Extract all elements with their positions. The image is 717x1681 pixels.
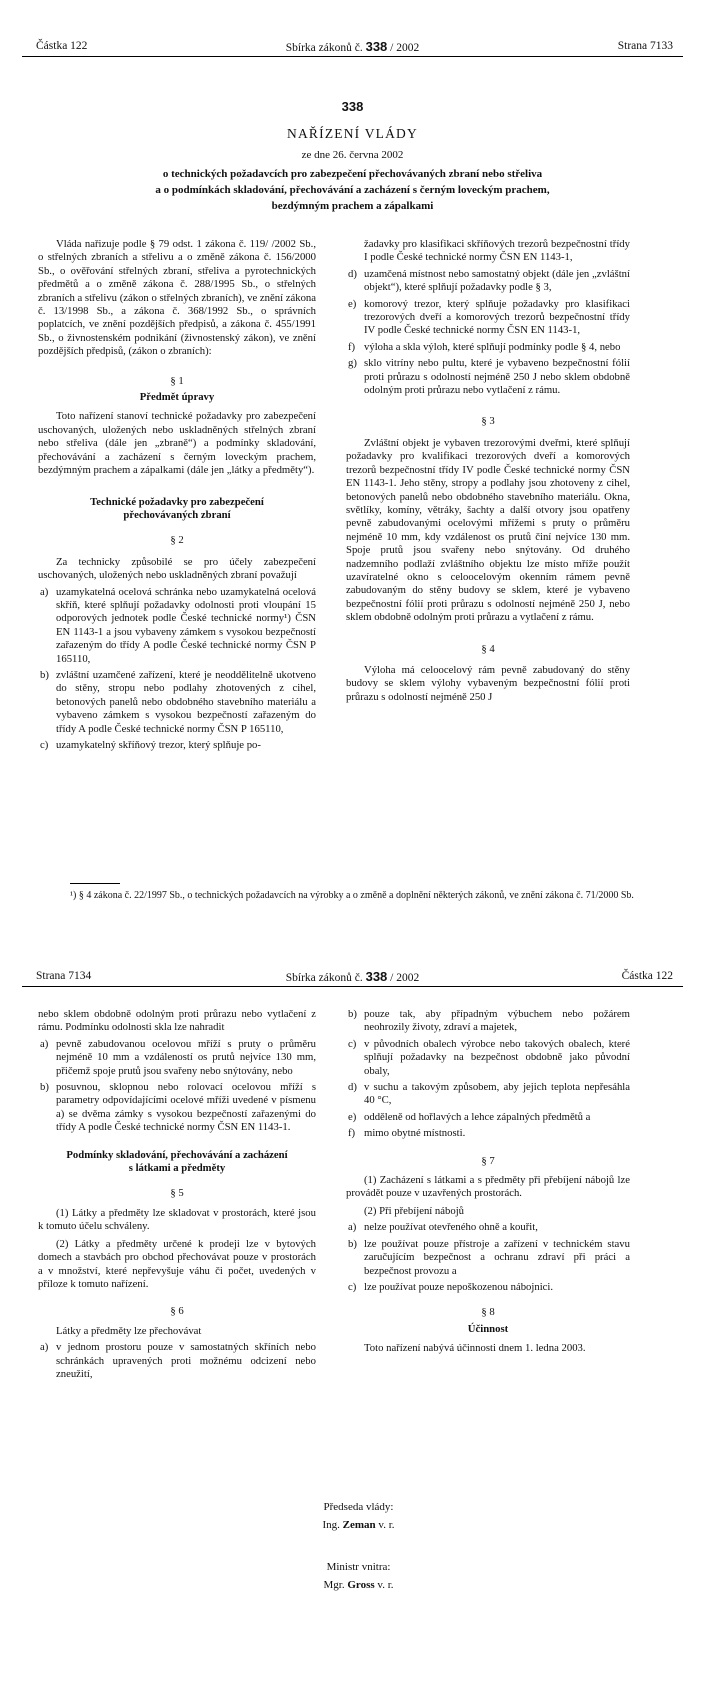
section-7-number: § 7 — [481, 1154, 495, 1167]
section-7-paragraph-1: (1) Zacházení s látkami a s předměty při přebíjení nábojů lze provádět pouze v uzavřených prostorách. — [346, 1174, 630, 1200]
section-3-number: § 3 — [481, 415, 495, 428]
header-right: Strana 7133 — [617, 40, 673, 52]
list-item: b) posuvnou, sklopnou nebo rolovací ocelovou mříží s parametry odpovídajícími ocelové mříži uvedené v písmenu a) se dvěma zámky s vysokou bezpečností zařazenými do třídy A podle České technické normy ČSN EN 1143-1. — [40, 1081, 316, 1134]
list-item: f) mimo obytné místnosti. — [348, 1127, 466, 1140]
section-2-intro: Za technicky způsobilé se pro účely zabezpečení uschovaných, uložených nebo uskladněných zbraní považují — [38, 555, 316, 582]
list-item: b) lze používat pouze přístroje a zařízení v technickém stavu zaručujícím bezpečnost a ochranu zdraví při práci a bezpečnost provozu a — [348, 1237, 630, 1277]
header-number: 338 — [365, 969, 388, 984]
running-header — [22, 34, 683, 57]
list-item: žadavky pro klasifikaci skříňových trezorů bezpečnostní třídy I podle České technické normy ČSN EN 1143-1, — [364, 238, 630, 264]
section-7-paragraph-2: (2) Při přebíjení nábojů — [364, 1204, 465, 1217]
list-item: c) lze používat pouze nepoškozenou nábojnici. — [348, 1280, 554, 1293]
list-item: a) pevně zabudovanou ocelovou mříží s pruty o průměru nejméně 10 mm a vzdáleností os prutů nejvíce 130 mm, přičemž spoje prutů jsou svařeny nebo snýtovány, nebo — [40, 1037, 316, 1077]
page-7134 — [0, 960, 717, 1681]
signature-role: Ministr vnitra: — [326, 1561, 391, 1573]
header-center: Sbírka zákonů č. 338 / 2002 — [285, 39, 420, 54]
signatory-name: Zeman — [342, 1519, 376, 1531]
section-7-list — [346, 1221, 630, 1294]
section-5-paragraph-1: (1) Látky a předměty lze skladovat v prostorách, které jsou k tomuto účelu schváleny. — [38, 1206, 316, 1233]
section-6-list-a — [38, 1341, 316, 1381]
signature-block-pm: Předseda vlády: Ing. Zeman v. r. — [0, 1500, 717, 1532]
running-header — [22, 964, 683, 987]
signatory-name: Gross — [347, 1579, 375, 1591]
left-column — [38, 1008, 316, 1384]
header-left: Strana 7134 — [36, 970, 92, 982]
section-3-text: Zvláštní objekt je vybaven trezorovými dveřmi, které splňují požadavky pro kvalifikaci trezorových dveří a komorových trezorů bezpečnostní třídy IV podle České technické normy ČSN EN 1143-1. Jeho stěny, stropy a podlahy jsou zhotoveny z cihel, betonových panelů nebo obdobného stavebního materiálu. Okna, světlíky, komíny, větráky, šachty a další otvory jsou opatřeny pevně zabudovanými ocelovými mřížemi s pruty o průměru nejméně 10 mm, kdy vzdálenost os prutů činí nejvíce 130 mm. Spoje prutů jsou svařeny nebo snýtovány. Od druhého nadzemního podlaží zvláštního objektu lze místo mříže použít uzavíratelné okno s celoocelovým okenním rámem pevně zabudovaným do stěny budovy se sklem, které je vybaveno bezpečnostní fólií proti průrazu s odolností nejméně 250 J, nebo sklem obdobně odolným proti průrazu a vytlačení z rámu. — [346, 436, 630, 624]
section-8-text: Toto nařízení nabývá účinnosti dnem 1. ledna 2003. — [364, 1342, 586, 1355]
list-item: f) výloha a skla výloh, které splňují podmínky podle § 4, nebo — [348, 340, 621, 353]
document-date: ze dne 26. června 2002 — [301, 149, 404, 161]
section-5-paragraph-2: (2) Látky a předměty určené k prodeji lze v bytových domech a stavbách pro obchod přechovávat pouze v prostorách a v množství, které nepřevyšuje váhu či počet, uvedených v příloze k tomuto nařízení. — [38, 1237, 316, 1290]
right-column — [346, 238, 630, 704]
regulation-number: 338 — [341, 99, 364, 114]
document-title: o technických požadavcích pro zabezpečení přechovávaných zbraní nebo střeliva a o podmínkách skladování, přechovávání a zacházení s černým loveckým prachem, bezdýmným prachem a zápalkami — [155, 168, 550, 212]
list-item: e) odděleně od hořlavých a lehce zápalných předmětů a — [348, 1110, 591, 1123]
section-8-title: Účinnost — [467, 1322, 509, 1335]
section-1-number: § 1 — [170, 374, 184, 387]
section-4-list — [38, 1038, 316, 1135]
section-4-number: § 4 — [481, 642, 495, 655]
section-6-intro: Látky a předměty lze přechovávat — [56, 1324, 202, 1337]
list-item: a) v jednom prostoru pouze v samostatných skříních nebo schránkách upravených proti možnému odcizení nebo zneužití, — [40, 1341, 316, 1380]
list-item: g) sklo vitríny nebo pultu, které je vybaveno bezpečnostní fólií proti průrazu s odolností nejméně 250 J nebo sklem obdobně odolným proti průrazu nebo vytlačení z rámu. — [348, 357, 630, 397]
footnote: ¹) § 4 zákona č. 22/1997 Sb., o technických požadavcích na výrobky a o změně a doplnění některých zákonů, ve znění zákona č. 71/2000 Sb. — [70, 890, 634, 901]
list-item: d) v suchu a takovým způsobem, aby jejich teplota nepřesáhla 40 °C, — [348, 1081, 630, 1107]
signature-block-minister: Ministr vnitra: Mgr. Gross v. r. — [0, 1560, 717, 1592]
section-5-number: § 5 — [170, 1187, 184, 1200]
section-2-list — [38, 586, 316, 753]
left-column — [38, 238, 316, 755]
header-right: Částka 122 — [621, 970, 673, 982]
header-left: Částka 122 — [36, 40, 88, 52]
section-1-title: Předmět úpravy — [139, 391, 215, 404]
list-item: a) nelze používat otevřeného ohně a kouřit, — [348, 1221, 538, 1234]
list-item: c) uzamykatelný skříňový trezor, který splňuje po- — [40, 739, 261, 751]
list-item: b) zvláštní uzamčené zařízení, které je neoddělitelně ukotveno do stěny, stropu nebo podlahy zhotovených z cihel, betonových panelů nebo obdobného stavebního materiálu a vybaveno zámkem s vysokou bezpečností zařazeným do třídy A podle České technické normy ČSN P 165110, — [40, 668, 316, 735]
list-item: a) uzamykatelná ocelová schránka nebo uzamykatelná ocelová skříň, které splňují požadavky odolnosti proti vloupání 15 odporových jednotek podle České technické normy¹) ČSN EN 1143-1 a jsou vybaveny zámkem s vysokou bezpečností zařazeným do třídy A podle České technické normy ČSN P 165110, — [40, 585, 316, 665]
list-item: e) komorový trezor, který splňuje požadavky pro klasifikaci trezorových dveří a komorových trezorů bezpečnostní třídy IV podle České technické normy ČSN EN 1143-1, — [348, 297, 630, 337]
section-6-number: § 6 — [170, 1305, 184, 1318]
section-2-number: § 2 — [170, 534, 184, 547]
heading-technical-requirements: Technické požadavky pro zabezpečení přechovávaných zbraní — [90, 495, 264, 521]
list-item: c) v původních obalech výrobce nebo takových obalech, které splňují požadavky na bezpečnost obdobně jako původní obaly, — [348, 1037, 630, 1077]
list-item: d) uzamčená místnost nebo samostatný objekt (dále jen „zvláštní objekt“), které splňují požadavky podle § 3, — [348, 267, 630, 294]
section-8-number: § 8 — [481, 1306, 495, 1319]
preamble: Vláda nařizuje podle § 79 odst. 1 zákona č. 119/ /2002 Sb., o střelných zbraních a střelivu a o změně zákona č. 156/2000 Sb., o ověřování střelných zbraní, střeliva a pyrotechnických předmětů a o změně zákona č. 288/1995 Sb., o střelných zbraních a střelivu (zákon o střelných zbraních), ve znění zákona č. 13/1998 Sb., a zákona č. 368/1992 Sb., o správních poplatcích, ve znění pozdějších předpisů, a zákona č. 455/1991 Sb., o živnostenském podnikání (živnostenský zákon), ve znění pozdějších předpisů, (zákon o zbraních): — [38, 238, 316, 358]
right-column — [346, 1008, 630, 1356]
document-type: NAŘÍZENÍ VLÁDY — [287, 126, 418, 141]
signature-role: Předseda vlády: — [323, 1501, 394, 1513]
footnote-rule — [70, 883, 120, 884]
section-4-text: Výloha má celoocelový rám pevně zabudovaný do stěny budovy se sklem výlohy vybaveným bezpečnostní fólií proti průrazu s odolností nejméně 250 J — [346, 663, 630, 703]
list-item: b) pouze tak, aby případným výbuchem nebo požárem neohrozily životy, zdraví a majetek, — [348, 1008, 630, 1034]
section-4-continued: nebo sklem obdobně odolným proti průrazu nebo vytlačení z rámu. Podmínku odolnosti skla lze nahradit — [38, 1008, 316, 1034]
header-number: 338 — [365, 39, 388, 54]
header-center: Sbírka zákonů č. 338 / 2002 — [285, 969, 420, 984]
heading-storage-conditions: Podmínky skladování, přechovávání a zacházení s látkami a předměty — [66, 1148, 288, 1175]
section-1-text: Toto nařízení stanoví technické požadavky pro zabezpečení uschovaných, uložených nebo uskladněných střelných zbraní nebo střeliva (dále jen „zbraně“) a podmínky skladování, přechovávání a zacházení s černým loveckým prachem, bezdýmným prachem a zápalkami (dále jen „látky a předměty“). — [38, 410, 316, 477]
